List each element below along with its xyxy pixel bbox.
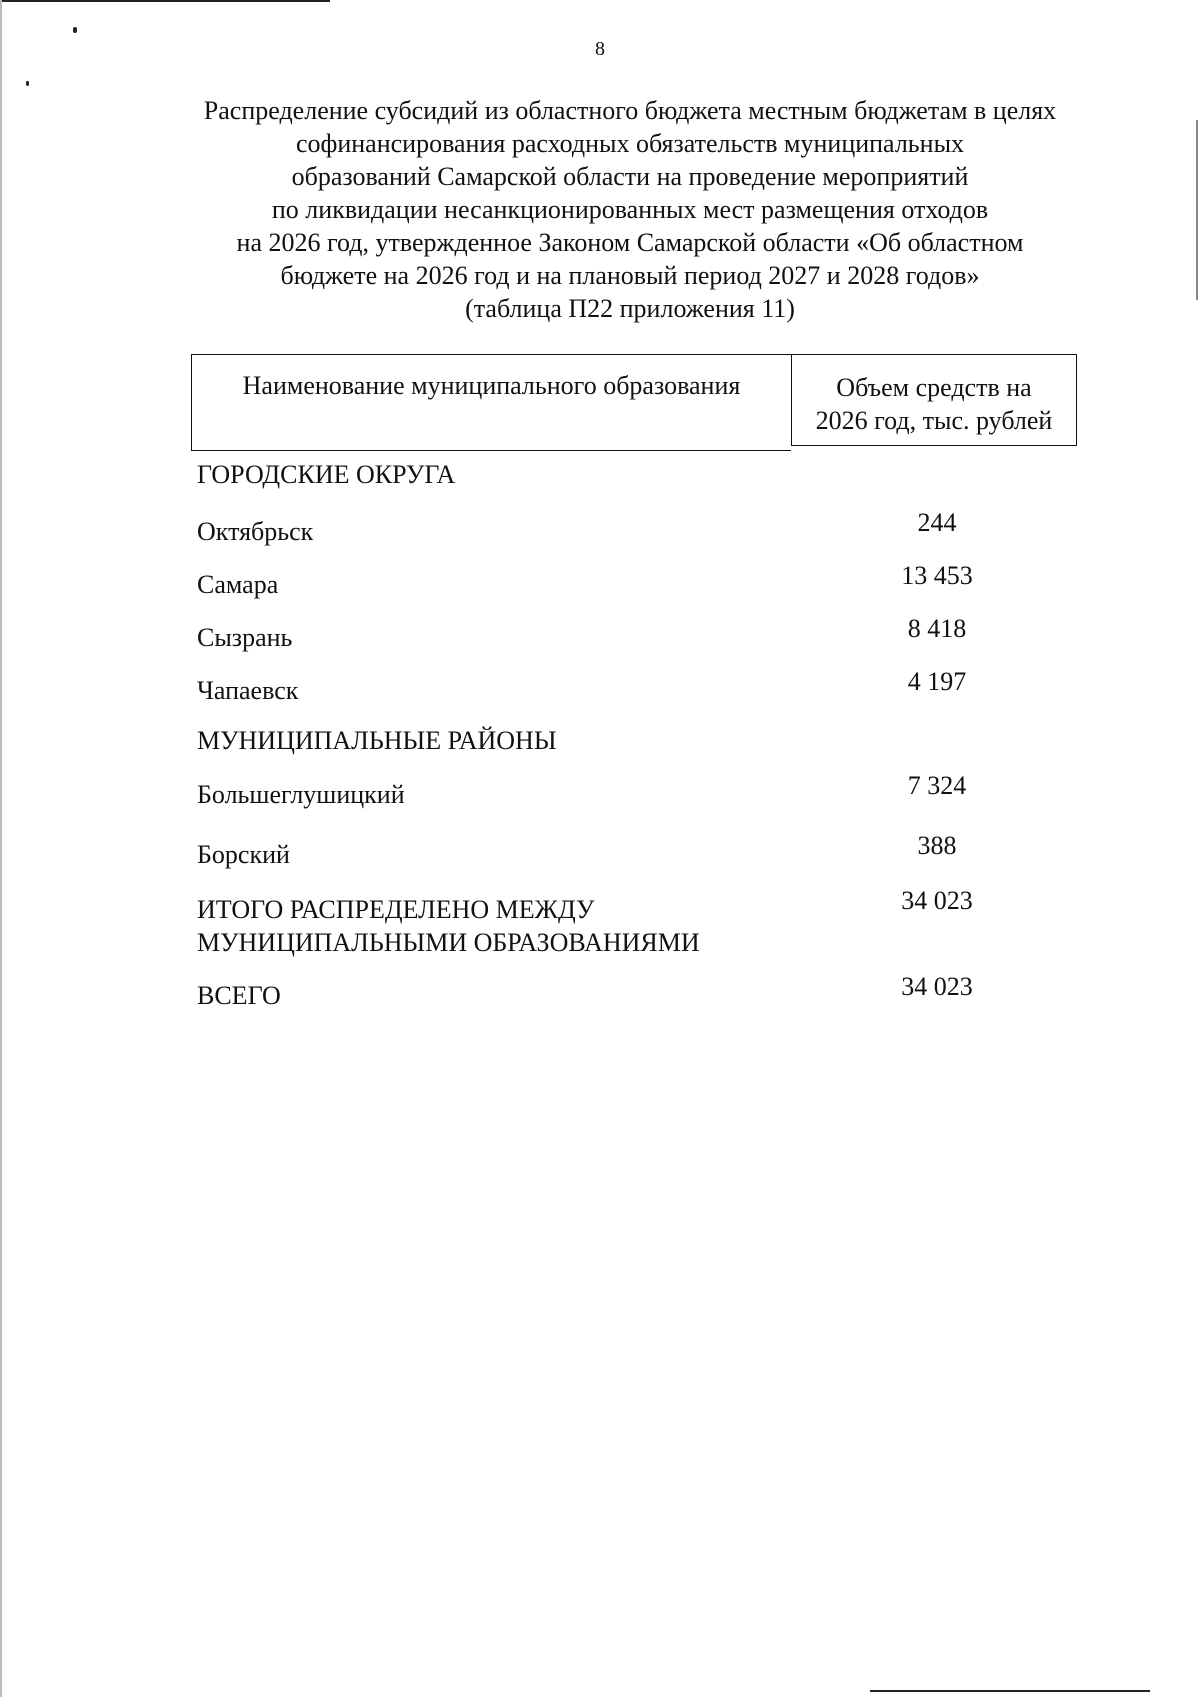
- table-header: [191, 354, 1077, 451]
- title-line: по ликвидации несанкционированных мест размещения отходов: [271, 195, 989, 224]
- column-header-name: Наименование муниципального образования: [191, 354, 791, 451]
- title-line: образований Самарской области на проведение мероприятий: [291, 162, 969, 191]
- row-name: Большеглушицкий: [197, 780, 405, 809]
- scan-edge-line: [0, 0, 330, 2]
- row-amount: 244: [917, 508, 957, 537]
- table-row: [197, 771, 1077, 838]
- row-name-line: МУНИЦИПАЛЬНЫМИ ОБРАЗОВАНИЯМИ: [197, 928, 700, 957]
- title-line: бюджете на 2026 год и на плановый период 2027 и 2028 годов»: [280, 261, 980, 290]
- scan-edge-line: [1196, 120, 1198, 300]
- column-header-amount: [791, 354, 1077, 446]
- row-amount: 388: [917, 831, 957, 860]
- row-name: Октябрьск: [197, 517, 314, 546]
- title-line: (таблица П22 приложения 11): [465, 294, 795, 323]
- title-line: на 2026 год, утвержденное Законом Самарской области «Об областном: [236, 228, 1024, 257]
- title-line: Распределение субсидий из областного бюджета местным бюджетам в целях: [203, 96, 1057, 125]
- scan-edge-line: [0, 0, 2, 1697]
- table-row-subtotal: [197, 886, 1077, 979]
- row-amount: 8 418: [907, 614, 967, 643]
- column-header-amount-line: 2026 год, тыс. рублей: [815, 406, 1053, 435]
- row-name: [197, 893, 797, 959]
- table-body: [197, 458, 1077, 1029]
- table-row-group-heading: [197, 458, 1077, 508]
- row-name: МУНИЦИПАЛЬНЫЕ РАЙОНЫ: [197, 726, 557, 755]
- row-name: ВСЕГО: [197, 981, 281, 1010]
- table-row: [197, 667, 1077, 724]
- scan-speck: [73, 27, 77, 33]
- page-number: 8: [595, 38, 605, 60]
- row-amount: 7 324: [907, 771, 967, 800]
- scan-speck: [26, 81, 29, 86]
- row-name-line: ИТОГО РАСПРЕДЕЛЕНО МЕЖДУ: [197, 895, 595, 924]
- document-title: [150, 94, 1110, 325]
- row-amount: 34 023: [901, 972, 973, 1001]
- row-name: Сызрань: [197, 623, 293, 652]
- scan-edge-line: [870, 1690, 1150, 1692]
- title-line: софинансирования расходных обязательств муниципальных: [295, 129, 965, 158]
- row-name: Самара: [197, 570, 279, 599]
- row-amount: 4 197: [907, 667, 967, 696]
- row-amount: 13 453: [901, 561, 973, 590]
- row-name: ГОРОДСКИЕ ОКРУГА: [197, 460, 456, 489]
- row-name: Борский: [197, 840, 290, 869]
- column-header-amount-line: Объем средств на: [836, 373, 1032, 402]
- table-row-total: [197, 972, 1077, 1029]
- row-name: Чапаевск: [197, 676, 299, 705]
- row-amount: 34 023: [901, 886, 973, 915]
- table-row-group-heading: [197, 724, 1077, 771]
